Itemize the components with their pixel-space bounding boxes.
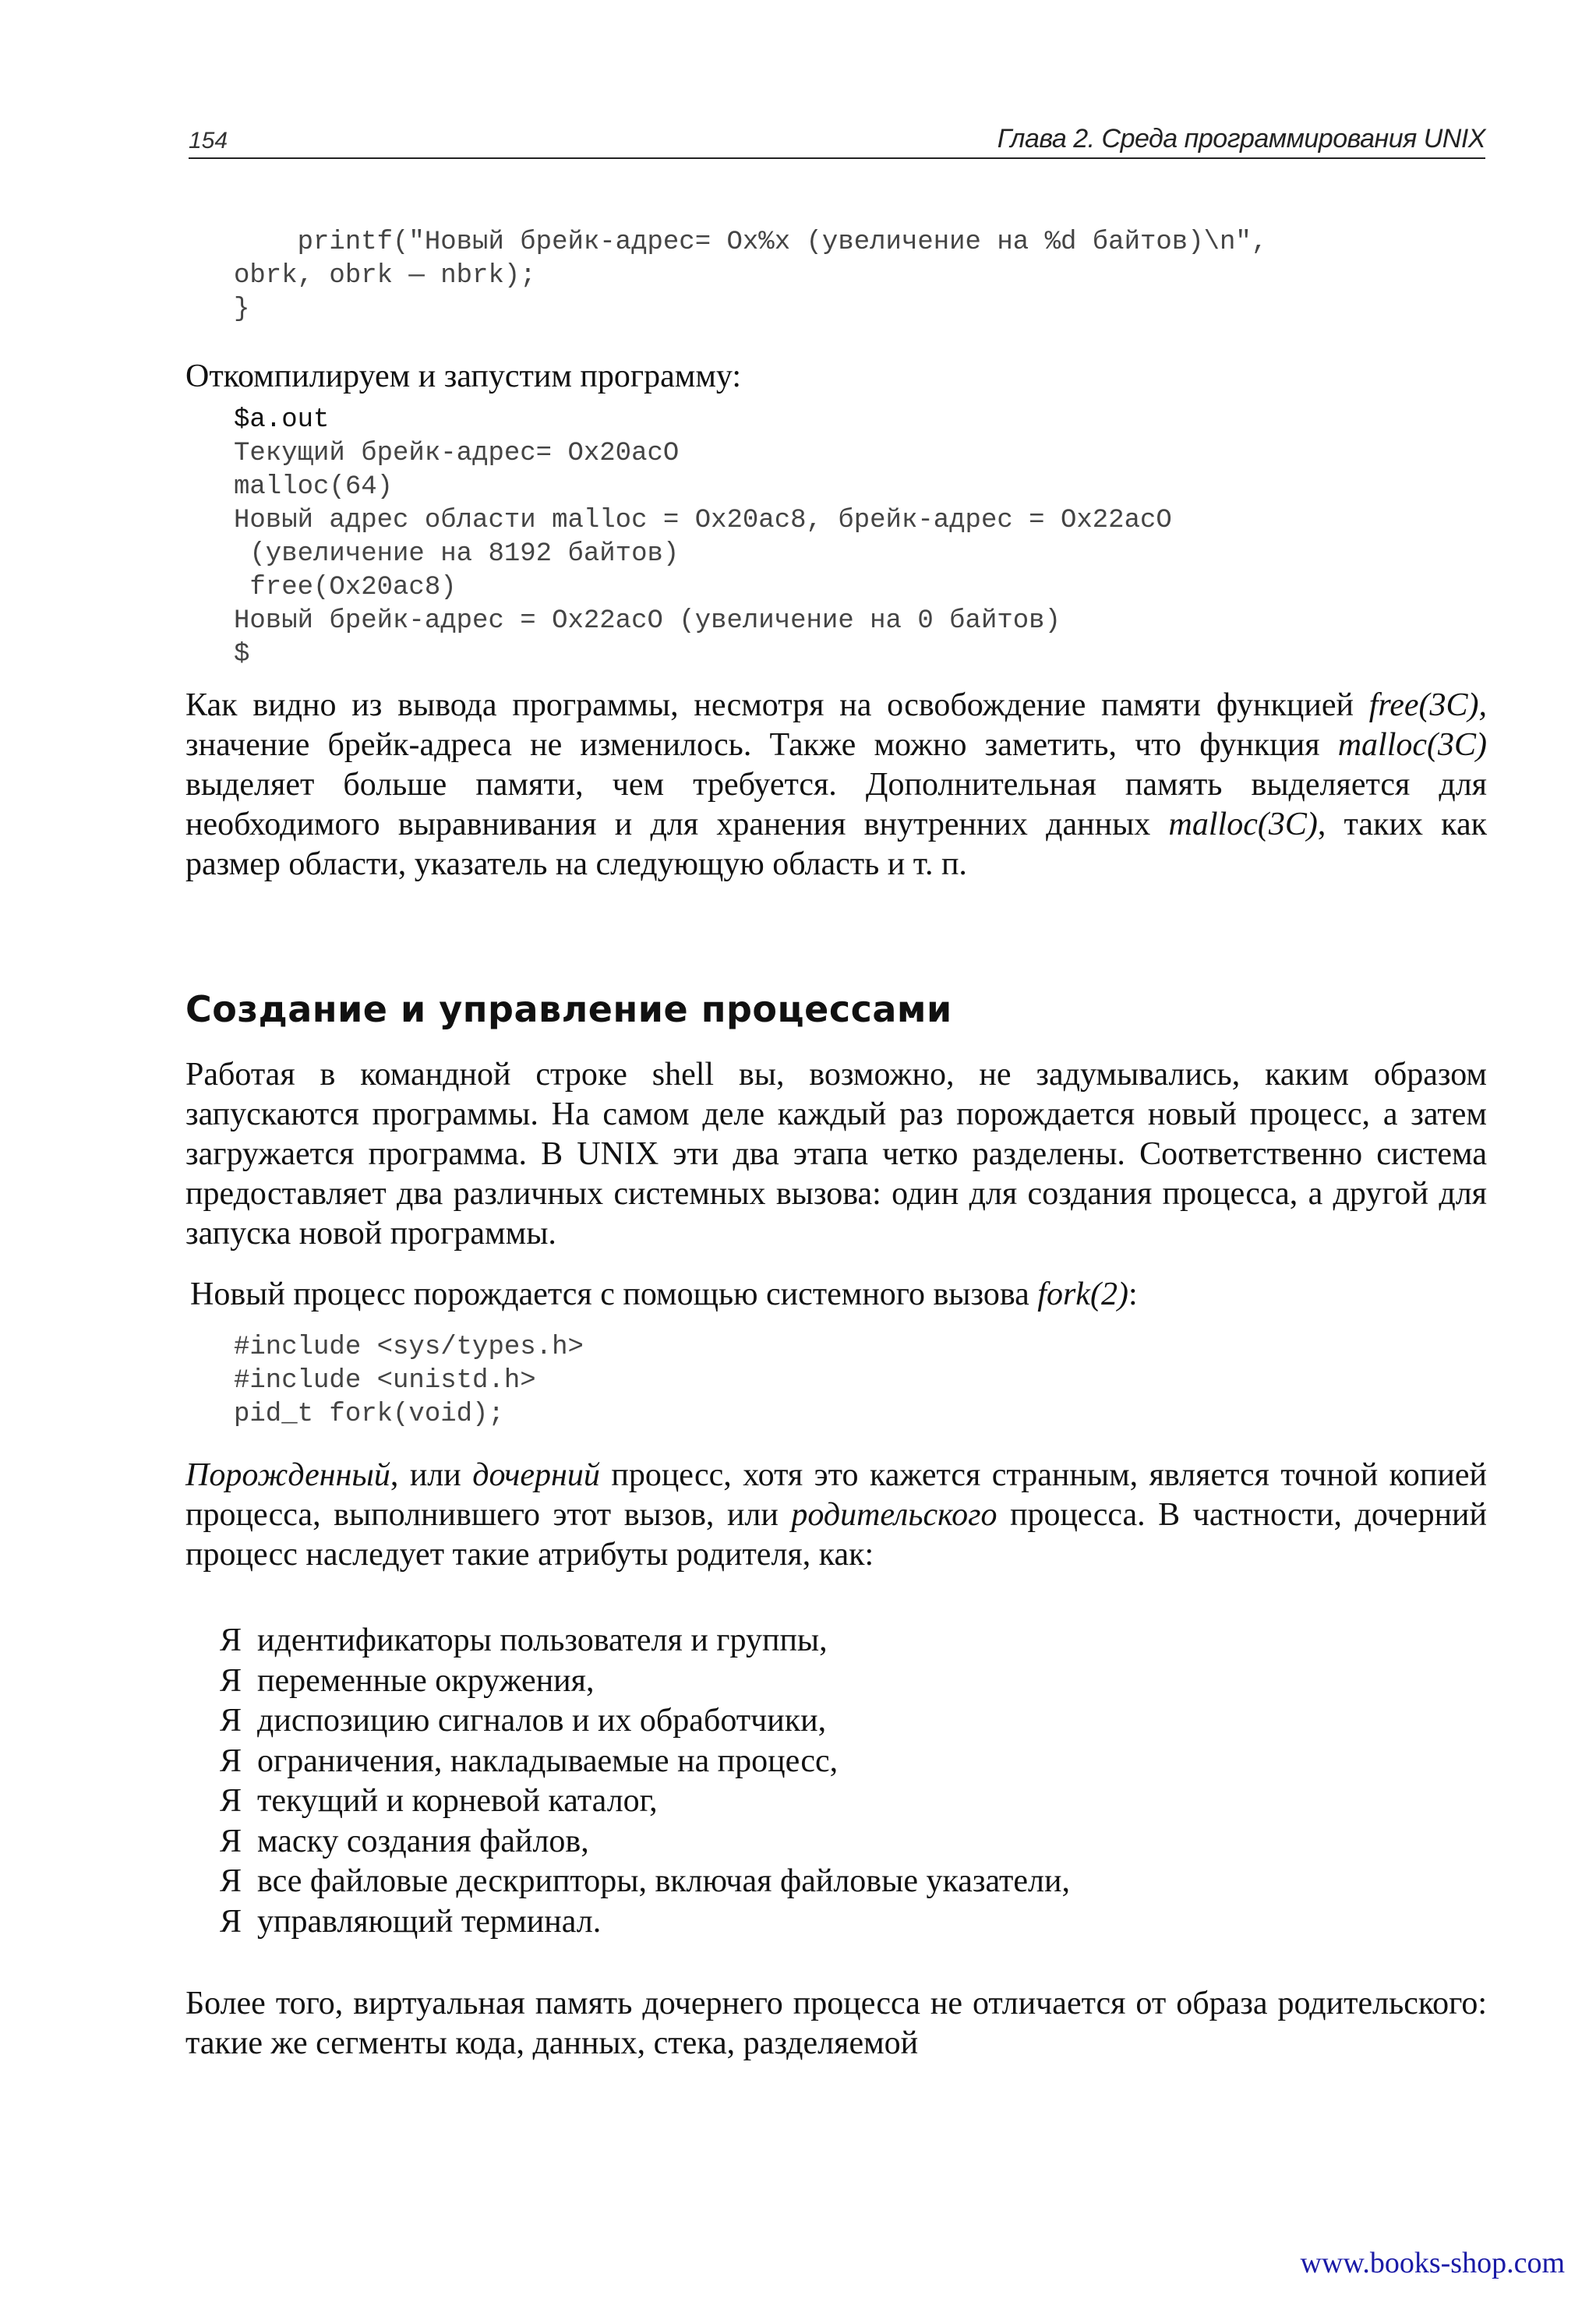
code-line: printf("Новый брейк-адрес= Ох%х (увеличение на %d байтов)\n", — [234, 228, 1268, 257]
section-title: Создание и управление процессами — [185, 988, 952, 1030]
paragraph-child-process — [185, 1456, 1487, 1575]
bullet-mark: Я — [220, 1783, 242, 1819]
list-item-text: все файловые дескрипторы, включая файловые указатели, — [257, 1863, 1070, 1899]
text-run: , или — [390, 1457, 473, 1493]
code-line: free(Ох20ас8) — [234, 573, 457, 602]
code-line: (увеличение на 8192 байтов) — [234, 539, 680, 569]
list-item — [220, 1661, 1070, 1702]
text-run: : — [1128, 1276, 1138, 1312]
footer-url-link[interactable]: www.books-shop.com — [1300, 2247, 1565, 2279]
text-run: , таких как размер области, указатель на следующую область и т. п. — [185, 807, 1487, 882]
list-item — [220, 1701, 1070, 1742]
inherited-attributes-list — [220, 1621, 1070, 1942]
list-item — [220, 1621, 1070, 1661]
code-block-fork — [234, 1331, 584, 1432]
code-line: } — [234, 295, 250, 324]
page-number: 154 — [189, 128, 228, 154]
bullet-mark: Я — [220, 1662, 242, 1699]
bullet-mark: Я — [220, 1703, 242, 1739]
list-item-text: управляющий терминал. — [257, 1903, 602, 1940]
code-line: $a.out — [234, 405, 330, 435]
code-block-printf — [234, 226, 1267, 327]
page-header — [189, 125, 1485, 159]
list-item-text: переменные окружения, — [257, 1662, 595, 1699]
italic-term: free(3C), — [1368, 687, 1487, 723]
list-item — [220, 1902, 1070, 1943]
paragraph-process-intro: Работая в командной строке shell вы, возможно, не задумывались, каким образом запускаются программы. На самом деле каждый раз порождается новый процесс, а затем загружается программа. В UNIX эти два этапа четко разделены. Соответственно система предоставляет два различных системных вызова: один для создания процесса, а другой для запуска новой программы. — [185, 1057, 1487, 1252]
text-run: значение брейк-адреса не изменилось. Также можно заметить, что функция — [185, 727, 1338, 763]
list-item-text: ограничения, накладываемые на процесс, — [257, 1742, 839, 1779]
code-line: pid_t fork(void); — [234, 1400, 504, 1429]
list-item — [220, 1781, 1070, 1822]
bullet-mark: Я — [220, 1742, 242, 1779]
italic-term: malloc(3C) — [1337, 727, 1487, 763]
code-line: #include <unistd.h> — [234, 1366, 536, 1396]
code-line: $ — [234, 640, 250, 669]
bullet-mark: Я — [220, 1903, 242, 1940]
code-line: Новый адрес области malloc = Ох20ас8, брейк-адрес = Ох22асО — [234, 506, 1172, 535]
text-run: выделяет больше памяти, чем требуется. Дополнительная память выделяется для необходимого выравнивания и для хранения внутренних данных — [185, 767, 1487, 842]
code-line: malloc(64) — [234, 472, 394, 502]
list-item-text: маску создания файлов, — [257, 1823, 589, 1859]
italic-term: malloc(3C) — [1168, 807, 1318, 842]
italic-term: родительского — [791, 1497, 998, 1533]
list-item-text: диспозицию сигналов и их обработчики, — [257, 1703, 827, 1739]
italic-term: Порожденный — [185, 1457, 390, 1493]
italic-term: fork(2) — [1037, 1276, 1128, 1312]
code-line: #include <sys/types.h> — [234, 1333, 584, 1362]
code-line: obrk, obrk — nbrk); — [234, 261, 536, 291]
text-run: процесса. В частности, дочерний процесс наследует такие атрибуты родителя, как: — [185, 1497, 1487, 1573]
code-block-run — [234, 404, 1172, 672]
text-run: Новый процесс порождается с помощью системного вызова — [190, 1276, 1038, 1312]
italic-term: дочерний — [472, 1457, 600, 1493]
bullet-mark: Я — [220, 1863, 242, 1899]
paragraph-virtual-memory: Более того, виртуальная память дочернего процесса не отличается от образа родительского: такие же сегменты кода, данных, стека, разделяемой — [185, 1986, 1487, 2061]
text-run: процесс, хотя это кажется странным, является точной копией процесса, выполнившего этот вызов, или — [185, 1457, 1487, 1533]
list-item — [220, 1822, 1070, 1862]
code-line: Новый брейк-адрес = Ох22асО (увеличение на 0 байтов) — [234, 606, 1061, 636]
paragraph-malloc-note — [185, 686, 1487, 884]
list-item — [220, 1742, 1070, 1782]
list-item — [220, 1862, 1070, 1902]
intro-run-text: Откомпилируем и запустим программу: — [185, 358, 742, 394]
list-item-text: идентификаторы пользователя и группы, — [257, 1622, 828, 1658]
list-item-text: текущий и корневой каталог, — [257, 1783, 658, 1819]
code-line: Текущий брейк-адрес= Ох20асО — [234, 439, 680, 468]
running-head: Глава 2. Среда программирования UNIX — [997, 124, 1485, 154]
bullet-mark: Я — [220, 1622, 242, 1658]
text-run: Как видно из вывода программы, несмотря на освобождение памяти функцией — [185, 687, 1369, 723]
paragraph-fork-intro — [190, 1275, 1138, 1315]
bullet-mark: Я — [220, 1823, 242, 1859]
